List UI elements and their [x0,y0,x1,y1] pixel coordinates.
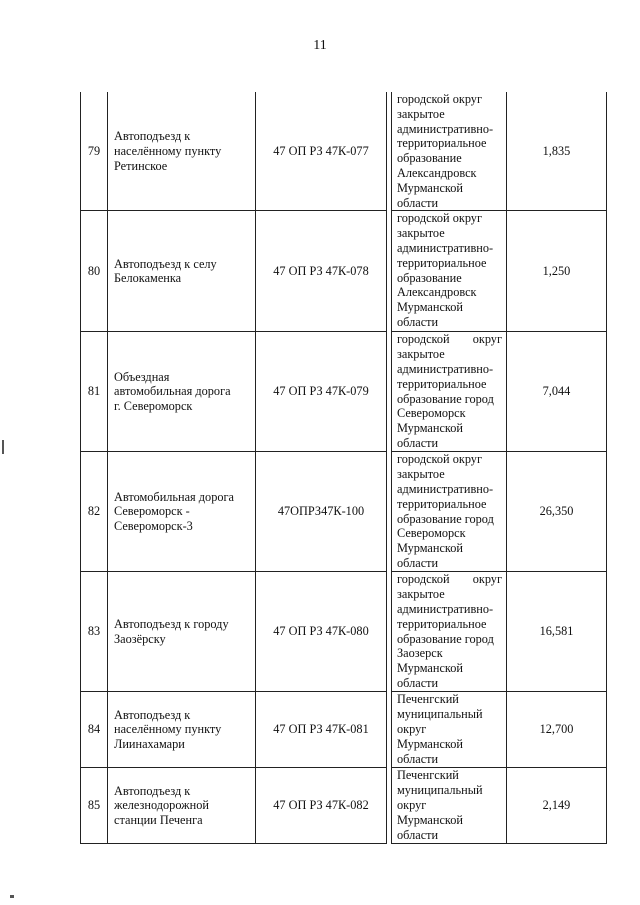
district-line: области [397,435,439,450]
district-line: Заозерск [397,646,443,661]
road-name [108,332,256,452]
district-line: городской округ [397,332,502,347]
road-name-line: Североморск-3 [114,519,193,534]
district-line: Мурманской [397,541,464,556]
road-name-line: Автоподъезд к [114,128,191,143]
district-line: административно- [397,240,494,255]
district-line: области [397,675,439,690]
district-line: закрытое [397,347,445,362]
road-name-line: Автоподъезд к [114,783,191,798]
district-line: закрытое [397,226,445,241]
road-name [108,211,256,332]
district-line: муниципальный [397,783,483,798]
road-name-line: станции Печенга [114,813,203,828]
roads-table-body [81,92,607,844]
road-length-km: 1,835 [507,92,607,211]
district-line: городской округ [397,211,482,226]
road-name-line: Белокаменка [114,271,182,286]
road-name-line: Заозёрску [114,631,166,646]
road-name-line: Объездная [114,369,170,384]
district-line: Мурманской [397,180,464,195]
road-name-line: железнодорожной [114,798,209,813]
district-line: территориальное [397,616,487,631]
road-id-code: 47 ОП РЗ 47К-078 [256,211,387,332]
district-line: городской округ [397,92,482,106]
district-line: образование город [397,391,494,406]
road-id-code: 47 ОП РЗ 47К-082 [256,768,387,844]
district-line: Мурманской [397,300,464,315]
row-number: 83 [81,572,108,692]
road-id-code: 47 ОП РЗ 47К-077 [256,92,387,211]
district-line: городской округ [397,572,502,587]
district-line: закрытое [397,467,445,482]
road-id-code: 47ОПРЗ47К-100 [256,452,387,572]
district-line: Мурманской [397,812,464,827]
road-name-line: Лиинахамари [114,737,185,752]
road-name [108,572,256,692]
road-name-line: населённому пункту [114,722,222,737]
district-line: области [397,195,439,210]
district-line: образование город [397,631,494,646]
road-name-line: автомобильная дорога [114,384,231,399]
district-line: округ [397,721,427,736]
road-id-code: 47 ОП РЗ 47К-081 [256,692,387,768]
municipal-district [392,332,507,452]
row-number: 80 [81,211,108,332]
district-line: территориальное [397,255,487,270]
row-number: 82 [81,452,108,572]
district-line: Печенгский [397,768,459,783]
municipal-district [392,211,507,332]
table-row [81,332,607,452]
district-line: образование город [397,511,494,526]
table-row [81,692,607,768]
district-line: Печенгский [397,692,459,707]
district-line: закрытое [397,587,445,602]
table-row [81,768,607,844]
district-line: Североморск [397,526,466,541]
district-line: территориальное [397,136,487,151]
district-line: области [397,314,439,329]
district-line: Мурманской [397,661,464,676]
road-name [108,692,256,768]
row-number: 84 [81,692,108,768]
district-line: области [397,751,439,766]
road-id-code: 47 ОП РЗ 47К-080 [256,572,387,692]
district-line: административно- [397,121,494,136]
road-name [108,452,256,572]
row-number: 81 [81,332,108,452]
district-line: административно- [397,481,494,496]
road-name-line: Автоподъезд к городу [114,617,229,632]
district-line: округ [397,797,427,812]
district-line: области [397,555,439,570]
district-line: Александровск [397,285,477,300]
road-id-code: 47 ОП РЗ 47К-079 [256,332,387,452]
road-length-km: 1,250 [507,211,607,332]
road-name-line: г. Североморск [114,399,193,414]
road-length-km: 7,044 [507,332,607,452]
municipal-district [392,572,507,692]
district-line: городской округ [397,452,482,467]
district-line: муниципальный [397,707,483,722]
page-number: 11 [313,38,327,53]
district-line: Александровск [397,165,477,180]
road-name-line: населённому пункту [114,143,222,158]
district-line: закрытое [397,106,445,121]
road-length-km: 2,149 [507,768,607,844]
road-length-km: 26,350 [507,452,607,572]
road-length-km: 12,700 [507,692,607,768]
table-row [81,452,607,572]
road-name-line: Автомобильная дорога [114,489,234,504]
road-name [108,92,256,211]
road-name-line: Ретинское [114,158,168,173]
scan-edge-mark [2,440,4,454]
road-length-km: 16,581 [507,572,607,692]
district-line: Мурманской [397,421,464,436]
row-number: 79 [81,92,108,211]
table-row [81,572,607,692]
road-name [108,768,256,844]
district-line: образование [397,270,462,285]
district-line: административно- [397,601,494,616]
road-name-line: Автоподъезд к селу [114,256,217,271]
municipal-district [392,92,507,211]
roads-table [80,92,607,844]
district-line: Североморск [397,406,466,421]
table-row [81,211,607,332]
municipal-district [392,692,507,768]
district-line: территориальное [397,376,487,391]
district-line: образование [397,151,462,166]
table-row [81,92,607,211]
scan-edge-mark [10,895,14,898]
district-line: области [397,827,439,842]
municipal-district [392,452,507,572]
district-line: административно- [397,361,494,376]
road-name-line: Автоподъезд к [114,707,191,722]
district-line: территориальное [397,496,487,511]
municipal-district [392,768,507,844]
road-name-line: Североморск - [114,504,190,519]
row-number: 85 [81,768,108,844]
district-line: Мурманской [397,736,464,751]
